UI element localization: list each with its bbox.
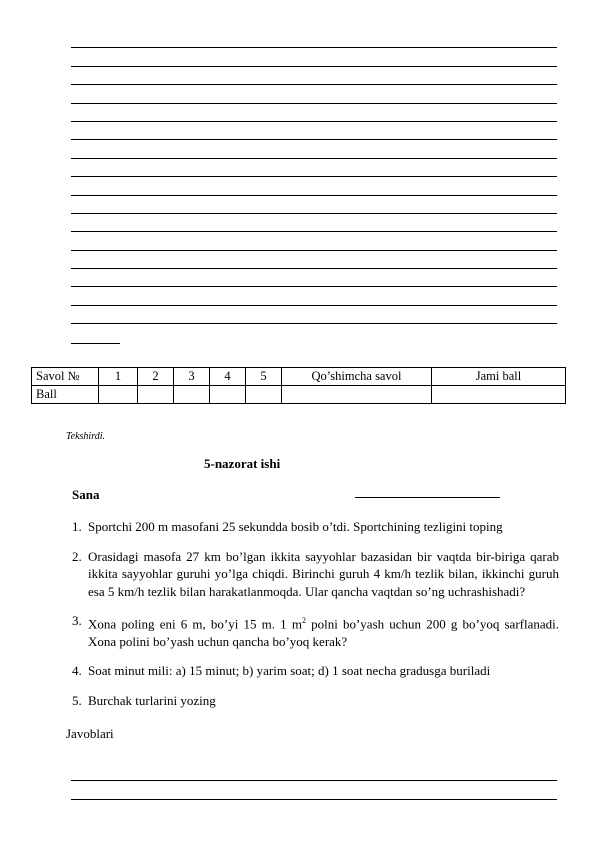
header-4: 4 xyxy=(210,368,246,386)
page-title: 5-nazorat ishi xyxy=(204,456,281,471)
sana-line xyxy=(355,497,500,498)
javoblari-label: Javoblari xyxy=(66,726,114,741)
task-number: 2. xyxy=(72,548,82,564)
score-cell xyxy=(99,386,138,404)
grade-table-header xyxy=(32,368,566,386)
row-ball: Ball xyxy=(32,386,99,404)
header-1: 1 xyxy=(99,368,138,386)
grade-table-row xyxy=(32,386,566,404)
answer-line xyxy=(71,251,557,269)
header-5: 5 xyxy=(246,368,282,386)
answer-lines-top xyxy=(71,30,557,324)
task-text: Soat minut mili: a) 15 minut; b) yarim soat; d) 1 soat necha gradusga buriladi xyxy=(88,663,491,679)
score-cell xyxy=(432,386,566,404)
task-text-before: Xona poling eni 6 m, bo’yi 15 m. 1 m xyxy=(88,616,302,632)
task-text-after: polni bo’yash uchun 200 g bo’yoq sarflanadi. Xona polini bo’yash uchun qancha bo’yoq kerak? xyxy=(88,616,559,649)
task-item xyxy=(72,518,559,536)
task-list xyxy=(72,518,559,721)
task-text: Orasidagi masofa 27 km bo’lgan ikkita sayyohlar bazasidan bir vaqtda bir-biriga qarab ikkita sayyohlar guruhi yo’lga chiqdi. Birinchi guruh 4 km/h tezlik bilan, ikkinchi guruh esa 5 km/h tezlik bilan harakatlanmoqda. Ular qancha vaqtdan so’ng uchrashishadi? xyxy=(88,548,559,599)
answer-line xyxy=(71,306,557,324)
answer-line xyxy=(71,177,557,195)
task-number: 3. xyxy=(72,613,82,628)
header-2: 2 xyxy=(138,368,174,386)
task-number: 5. xyxy=(72,692,82,708)
answer-line xyxy=(71,287,557,305)
header-jami: Jami ball xyxy=(432,368,566,386)
score-cell xyxy=(282,386,432,404)
answer-line xyxy=(71,781,557,799)
header-savol: Savol № xyxy=(32,368,99,386)
task-item xyxy=(72,612,559,650)
answer-line xyxy=(71,85,557,103)
task-number: 4. xyxy=(72,663,82,679)
answer-line xyxy=(71,104,557,122)
score-cell xyxy=(138,386,174,404)
answer-line xyxy=(71,214,557,232)
answer-line xyxy=(71,196,557,214)
task-item xyxy=(72,548,559,601)
tekshirdi-label: Tekshirdi. xyxy=(66,431,105,442)
answer-line xyxy=(71,122,557,140)
answer-line xyxy=(71,67,557,85)
header-qoshimcha: Qo’shimcha savol xyxy=(282,368,432,386)
answer-line xyxy=(71,140,557,158)
score-cell xyxy=(246,386,282,404)
superscript: 2 xyxy=(301,616,306,625)
answer-line xyxy=(71,30,557,48)
score-cell xyxy=(174,386,210,404)
task-item xyxy=(72,692,559,710)
answer-line xyxy=(71,763,557,781)
grade-table xyxy=(31,367,566,404)
answer-line xyxy=(71,159,557,177)
score-cell xyxy=(210,386,246,404)
answer-lines-bottom xyxy=(71,763,557,800)
header-3: 3 xyxy=(174,368,210,386)
answer-line xyxy=(71,48,557,66)
sana-label: Sana xyxy=(72,487,100,502)
answer-line-stub xyxy=(71,343,120,344)
task-text: Sportchi 200 m masofani 25 sekundda bosib o’tdi. Sportchining tezligini toping xyxy=(88,519,503,534)
task-text: Burchak turlarini yozing xyxy=(88,692,216,708)
answer-line xyxy=(71,269,557,287)
task-number: 1. xyxy=(72,519,82,534)
answer-line xyxy=(71,232,557,250)
task-item xyxy=(72,662,559,680)
